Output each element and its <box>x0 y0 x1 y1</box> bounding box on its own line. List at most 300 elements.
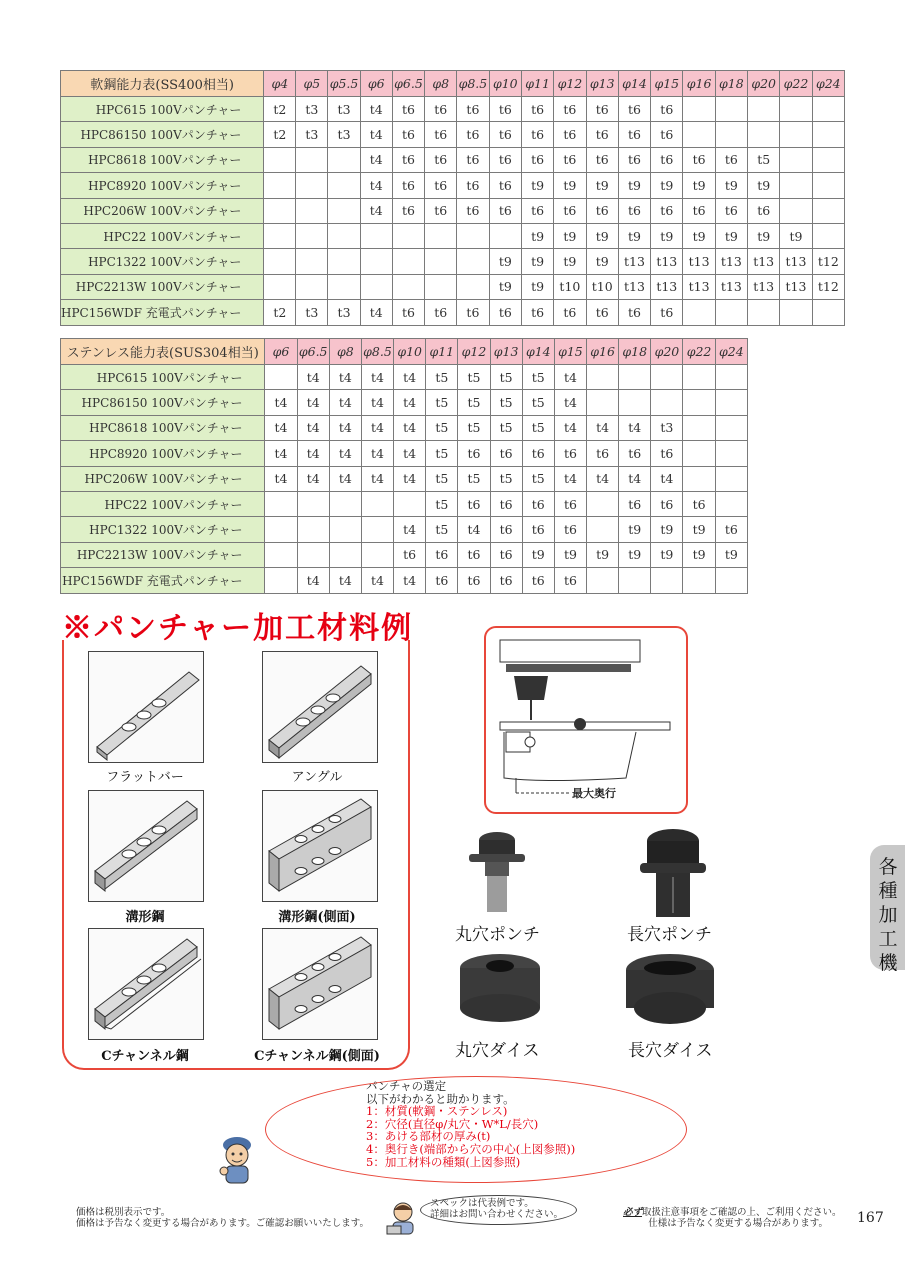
thickness-cell: t6 <box>392 147 424 172</box>
thickness-cell <box>683 415 715 440</box>
thickness-cell: t6 <box>554 300 586 325</box>
thickness-cell: t6 <box>394 542 426 567</box>
footer-caution-note: 取扱注意事項をご確認の上、ご利用ください。 <box>642 1207 842 1218</box>
thickness-cell: t4 <box>361 568 393 593</box>
thickness-cell: t6 <box>521 122 553 147</box>
thickness-cell <box>780 97 812 122</box>
thickness-cell: t9 <box>619 542 651 567</box>
thickness-cell <box>297 517 329 542</box>
thickness-cell: t6 <box>457 147 489 172</box>
thickness-cell <box>780 300 812 325</box>
thickness-cell: t6 <box>522 568 554 593</box>
thickness-cell: t6 <box>425 97 457 122</box>
diameter-header: φ10 <box>394 339 426 365</box>
thickness-cell <box>619 568 651 593</box>
thickness-cell <box>296 147 328 172</box>
thickness-cell: t9 <box>587 542 619 567</box>
table-corner-label: ステンレス能力表(SUS304相当) <box>61 339 265 365</box>
footer-price-note: 価格は予告なく変更する場合があります。ご確認お願いいたします。 <box>76 1218 369 1229</box>
diameter-header: φ6 <box>265 339 297 365</box>
table-row <box>61 517 748 542</box>
guide-subheading: 以下がわかると助かります。 <box>366 1091 515 1106</box>
thickness-cell: t4 <box>554 466 586 491</box>
model-name-cell: HPC1322 100Vパンチャー <box>61 249 264 274</box>
round-punch-label: 丸穴ポンチ <box>455 925 540 945</box>
table-row <box>61 491 748 516</box>
diameter-header: φ22 <box>780 71 812 97</box>
long-punch-label: 長穴ポンチ <box>627 925 712 945</box>
model-name-cell: HPC2213W 100Vパンチャー <box>61 542 265 567</box>
thickness-cell: t5 <box>522 466 554 491</box>
thickness-cell: t12 <box>812 249 844 274</box>
thickness-cell <box>812 122 844 147</box>
thickness-cell: t4 <box>587 415 619 440</box>
thickness-cell <box>264 147 296 172</box>
mild-steel-capacity-table <box>60 70 845 326</box>
model-name-cell: HPC22 100Vパンチャー <box>61 223 264 248</box>
staff-character-icon <box>218 1135 256 1185</box>
table-row <box>61 198 845 223</box>
round-die-label: 丸穴ダイス <box>455 1041 540 1061</box>
table-row <box>61 365 748 390</box>
thickness-cell <box>619 365 651 390</box>
thickness-cell <box>265 542 297 567</box>
diameter-header: φ8.5 <box>361 339 393 365</box>
thickness-cell: t6 <box>489 147 521 172</box>
thickness-cell <box>296 249 328 274</box>
thickness-cell: t9 <box>618 173 650 198</box>
thickness-cell: t6 <box>554 491 586 516</box>
thickness-cell: t6 <box>489 173 521 198</box>
diameter-header: φ24 <box>715 339 747 365</box>
footer-left <box>76 1207 369 1229</box>
thickness-cell <box>748 122 780 147</box>
angle-illustration <box>262 651 378 763</box>
material-label-c-channel-side: Cチャンネル鋼(側面) <box>254 1049 380 1064</box>
thickness-cell: t13 <box>683 274 715 299</box>
diameter-header: φ8 <box>425 71 457 97</box>
thickness-cell: t4 <box>360 300 392 325</box>
table-row <box>61 274 845 299</box>
model-name-cell: HPC206W 100Vパンチャー <box>61 198 264 223</box>
thickness-cell: t9 <box>489 249 521 274</box>
thickness-cell <box>683 97 715 122</box>
thickness-cell: t6 <box>618 300 650 325</box>
max-depth-diagram <box>484 626 688 814</box>
model-name-cell: HPC1322 100Vパンチャー <box>61 517 265 542</box>
model-name-cell: HPC86150 100Vパンチャー <box>61 122 264 147</box>
diameter-header: φ15 <box>554 339 586 365</box>
thickness-cell: t6 <box>426 568 458 593</box>
diameter-header: φ6.5 <box>392 71 424 97</box>
diameter-header: φ18 <box>715 71 747 97</box>
table-row <box>61 122 845 147</box>
thickness-cell: t6 <box>392 198 424 223</box>
thickness-cell: t6 <box>458 568 490 593</box>
diameter-header: φ10 <box>489 71 521 97</box>
thickness-cell: t6 <box>490 542 522 567</box>
model-name-cell: HPC8618 100Vパンチャー <box>61 147 264 172</box>
guide-item: 2：穴径(直径φ/丸穴・W*L/長穴) <box>366 1116 539 1131</box>
thickness-cell <box>328 223 360 248</box>
model-name-cell: HPC156WDF 充電式パンチャー <box>61 568 265 593</box>
thickness-cell <box>619 390 651 415</box>
thickness-cell: t4 <box>360 147 392 172</box>
thickness-cell: t3 <box>328 97 360 122</box>
thickness-cell: t4 <box>329 390 361 415</box>
thickness-cell <box>457 223 489 248</box>
diameter-header: φ22 <box>683 339 715 365</box>
thickness-cell: t6 <box>426 542 458 567</box>
thickness-cell: t5 <box>490 466 522 491</box>
thickness-cell <box>265 365 297 390</box>
thickness-cell <box>715 390 747 415</box>
thickness-cell <box>425 274 457 299</box>
table-corner-label: 軟鋼能力表(SS400相当) <box>61 71 264 97</box>
thickness-cell <box>587 568 619 593</box>
thickness-cell <box>780 198 812 223</box>
thickness-cell: t9 <box>521 223 553 248</box>
table-row <box>61 415 748 440</box>
materials-title: ※パンチャー加工材料例 <box>62 611 414 646</box>
thickness-cell: t4 <box>554 415 586 440</box>
thickness-cell <box>264 249 296 274</box>
thickness-cell: t13 <box>683 249 715 274</box>
material-label-channel: 溝形鋼 <box>125 910 165 925</box>
flat-bar-illustration <box>88 651 204 763</box>
thickness-cell <box>394 491 426 516</box>
thickness-cell: t4 <box>394 415 426 440</box>
channel-side-illustration <box>262 790 378 902</box>
thickness-cell: t6 <box>457 300 489 325</box>
material-label-c-channel: Cチャンネル鋼 <box>101 1049 189 1064</box>
thickness-cell: t13 <box>651 249 683 274</box>
thickness-cell: t6 <box>651 198 683 223</box>
thickness-cell: t4 <box>297 390 329 415</box>
thickness-cell <box>780 147 812 172</box>
thickness-cell: t4 <box>361 441 393 466</box>
spec-note <box>430 1198 563 1220</box>
table-row <box>61 390 748 415</box>
thickness-cell <box>328 274 360 299</box>
thickness-cell: t9 <box>554 249 586 274</box>
thickness-cell <box>748 97 780 122</box>
thickness-cell <box>715 365 747 390</box>
thickness-cell: t5 <box>426 390 458 415</box>
model-name-cell: HPC8920 100Vパンチャー <box>61 173 264 198</box>
thickness-cell <box>361 491 393 516</box>
thickness-cell: t9 <box>715 173 747 198</box>
model-name-cell: HPC156WDF 充電式パンチャー <box>61 300 264 325</box>
thickness-cell: t4 <box>297 441 329 466</box>
diameter-header: φ16 <box>587 339 619 365</box>
thickness-cell: t6 <box>521 147 553 172</box>
thickness-cell: t13 <box>618 274 650 299</box>
thickness-cell: t9 <box>521 274 553 299</box>
thickness-cell <box>425 223 457 248</box>
thickness-cell: t9 <box>651 173 683 198</box>
diameter-header: φ13 <box>586 71 618 97</box>
thickness-cell: t6 <box>425 300 457 325</box>
thickness-cell: t6 <box>586 300 618 325</box>
thickness-cell <box>329 517 361 542</box>
round-punch-image <box>465 826 530 916</box>
stainless-capacity-table <box>60 338 748 594</box>
thickness-cell: t6 <box>521 97 553 122</box>
diameter-header: φ20 <box>748 71 780 97</box>
thickness-cell: t6 <box>458 491 490 516</box>
thickness-cell: t9 <box>683 173 715 198</box>
model-name-cell: HPC8618 100Vパンチャー <box>61 415 265 440</box>
thickness-cell <box>683 466 715 491</box>
diameter-header: φ11 <box>521 71 553 97</box>
thickness-cell <box>361 517 393 542</box>
diameter-header: φ16 <box>683 71 715 97</box>
thickness-cell <box>392 249 424 274</box>
thickness-cell: t6 <box>522 441 554 466</box>
thickness-cell: t6 <box>586 147 618 172</box>
thickness-cell: t4 <box>329 415 361 440</box>
c-channel-illustration <box>88 928 204 1040</box>
thickness-cell: t9 <box>651 223 683 248</box>
thickness-cell: t6 <box>651 491 683 516</box>
thickness-cell: t5 <box>458 365 490 390</box>
thickness-cell <box>683 441 715 466</box>
thickness-cell: t9 <box>521 173 553 198</box>
thickness-cell: t6 <box>554 147 586 172</box>
thickness-cell: t4 <box>265 441 297 466</box>
thickness-cell <box>360 249 392 274</box>
thickness-cell: t5 <box>426 517 458 542</box>
thickness-cell: t4 <box>360 173 392 198</box>
thickness-cell: t4 <box>394 466 426 491</box>
thickness-cell: t13 <box>748 274 780 299</box>
diameter-header: φ6 <box>360 71 392 97</box>
thickness-cell: t6 <box>554 568 586 593</box>
thickness-cell <box>715 491 747 516</box>
table-row <box>61 97 845 122</box>
thickness-cell: t6 <box>586 97 618 122</box>
thickness-cell: t5 <box>426 491 458 516</box>
thickness-cell: t6 <box>554 122 586 147</box>
thickness-cell: t5 <box>522 390 554 415</box>
thickness-cell: t3 <box>296 122 328 147</box>
thickness-cell <box>780 122 812 147</box>
thickness-cell: t6 <box>586 122 618 147</box>
table-row <box>61 223 845 248</box>
diameter-header: φ13 <box>490 339 522 365</box>
thickness-cell <box>683 390 715 415</box>
thickness-cell: t2 <box>264 300 296 325</box>
diameter-header: φ18 <box>619 339 651 365</box>
thickness-cell <box>329 542 361 567</box>
thickness-cell: t6 <box>651 147 683 172</box>
thickness-cell <box>715 415 747 440</box>
thickness-cell: t2 <box>264 97 296 122</box>
thickness-cell <box>651 568 683 593</box>
thickness-cell: t4 <box>329 365 361 390</box>
thickness-cell: t4 <box>360 198 392 223</box>
thickness-cell: t6 <box>490 491 522 516</box>
thickness-cell: t4 <box>394 517 426 542</box>
thickness-cell: t4 <box>394 441 426 466</box>
thickness-cell: t5 <box>458 466 490 491</box>
thickness-cell <box>457 249 489 274</box>
thickness-cell: t4 <box>361 390 393 415</box>
diameter-header: φ5.5 <box>328 71 360 97</box>
thickness-cell: t5 <box>426 466 458 491</box>
thickness-cell <box>425 249 457 274</box>
thickness-cell: t6 <box>392 97 424 122</box>
thickness-cell: t6 <box>586 198 618 223</box>
thickness-cell <box>329 491 361 516</box>
thickness-cell <box>392 274 424 299</box>
thickness-cell: t6 <box>457 97 489 122</box>
thickness-cell: t6 <box>587 441 619 466</box>
thickness-cell <box>265 568 297 593</box>
thickness-cell: t9 <box>521 249 553 274</box>
diameter-header: φ15 <box>651 71 683 97</box>
thickness-cell: t3 <box>328 300 360 325</box>
thickness-cell: t5 <box>522 365 554 390</box>
thickness-cell: t6 <box>618 97 650 122</box>
thickness-cell <box>264 173 296 198</box>
long-die-label: 長穴ダイス <box>628 1041 713 1061</box>
thickness-cell <box>392 223 424 248</box>
thickness-cell: t10 <box>586 274 618 299</box>
long-punch-image <box>636 825 711 920</box>
thickness-cell <box>297 542 329 567</box>
table-row <box>61 173 845 198</box>
model-name-cell: HPC206W 100Vパンチャー <box>61 466 265 491</box>
thickness-cell: t5 <box>748 147 780 172</box>
thickness-cell: t5 <box>426 441 458 466</box>
thickness-cell <box>812 97 844 122</box>
thickness-cell <box>812 198 844 223</box>
thickness-cell: t6 <box>425 122 457 147</box>
thickness-cell: t9 <box>683 517 715 542</box>
model-name-cell: HPC22 100Vパンチャー <box>61 491 265 516</box>
thickness-cell: t4 <box>265 415 297 440</box>
thickness-cell: t6 <box>618 198 650 223</box>
thickness-cell: t9 <box>554 542 586 567</box>
thickness-cell <box>587 491 619 516</box>
thickness-cell: t4 <box>297 365 329 390</box>
thickness-cell: t9 <box>683 542 715 567</box>
thickness-cell: t6 <box>521 300 553 325</box>
thickness-cell: t6 <box>554 97 586 122</box>
table-row <box>61 441 748 466</box>
long-die-image <box>623 950 718 1032</box>
category-side-tab[interactable] <box>870 845 905 974</box>
thickness-cell: t6 <box>392 173 424 198</box>
thickness-cell: t6 <box>425 173 457 198</box>
thickness-cell: t4 <box>394 390 426 415</box>
thickness-cell: t6 <box>651 300 683 325</box>
thickness-cell <box>360 223 392 248</box>
thickness-cell <box>297 491 329 516</box>
thickness-cell: t6 <box>522 491 554 516</box>
thickness-cell: t6 <box>618 122 650 147</box>
thickness-cell <box>683 122 715 147</box>
thickness-cell: t6 <box>522 517 554 542</box>
thickness-cell: t6 <box>619 491 651 516</box>
thickness-cell <box>812 147 844 172</box>
thickness-cell: t13 <box>651 274 683 299</box>
thickness-cell: t5 <box>426 415 458 440</box>
thickness-cell <box>328 147 360 172</box>
thickness-cell: t6 <box>651 97 683 122</box>
thickness-cell: t5 <box>490 415 522 440</box>
thickness-cell <box>651 365 683 390</box>
thickness-cell: t4 <box>329 568 361 593</box>
thickness-cell <box>715 97 747 122</box>
thickness-cell: t3 <box>328 122 360 147</box>
table-row <box>61 300 845 325</box>
thickness-cell: t12 <box>812 274 844 299</box>
thickness-cell <box>360 274 392 299</box>
thickness-cell: t3 <box>296 300 328 325</box>
thickness-cell: t4 <box>361 415 393 440</box>
thickness-cell: t13 <box>715 274 747 299</box>
thickness-cell: t4 <box>265 390 297 415</box>
c-channel-side-illustration <box>262 928 378 1040</box>
thickness-cell: t6 <box>457 173 489 198</box>
thickness-cell: t6 <box>425 147 457 172</box>
thickness-cell: t6 <box>425 198 457 223</box>
table-row <box>61 147 845 172</box>
selection-guide-text <box>366 1080 575 1168</box>
thickness-cell <box>296 274 328 299</box>
thickness-cell: t9 <box>780 223 812 248</box>
thickness-cell <box>715 300 747 325</box>
thickness-cell: t9 <box>586 173 618 198</box>
thickness-cell: t4 <box>651 466 683 491</box>
thickness-cell: t4 <box>297 568 329 593</box>
guide-item: 4：奥行き(端部から穴の中心(上図参照)) <box>366 1141 576 1156</box>
material-label-angle: アングル <box>291 770 343 785</box>
table-row <box>61 568 748 593</box>
diameter-header: φ20 <box>651 339 683 365</box>
guide-item: 3：あける部材の厚み(t) <box>366 1129 491 1144</box>
thickness-cell: t3 <box>296 97 328 122</box>
spec-note-line2: 詳細はお問い合わせください。 <box>430 1209 564 1220</box>
thickness-cell: t6 <box>490 441 522 466</box>
thickness-cell: t6 <box>683 147 715 172</box>
thickness-cell: t6 <box>458 441 490 466</box>
thickness-cell <box>587 390 619 415</box>
thickness-cell: t9 <box>715 542 747 567</box>
thickness-cell: t5 <box>522 415 554 440</box>
thickness-cell: t9 <box>683 223 715 248</box>
thickness-cell: t6 <box>457 122 489 147</box>
diameter-header: φ8 <box>329 339 361 365</box>
table-row <box>61 542 748 567</box>
footer-spec-change-note: 仕様は予告なく変更する場合があります。 <box>648 1218 828 1229</box>
thickness-cell: t4 <box>329 466 361 491</box>
thickness-cell: t9 <box>586 223 618 248</box>
thickness-cell: t9 <box>554 173 586 198</box>
diameter-header: φ5 <box>296 71 328 97</box>
thickness-cell: t9 <box>586 249 618 274</box>
thickness-cell: t13 <box>748 249 780 274</box>
diameter-header: φ8.5 <box>457 71 489 97</box>
thickness-cell <box>812 300 844 325</box>
thickness-cell <box>812 223 844 248</box>
thickness-cell <box>328 198 360 223</box>
thickness-cell <box>683 568 715 593</box>
round-die-image <box>455 950 545 1030</box>
